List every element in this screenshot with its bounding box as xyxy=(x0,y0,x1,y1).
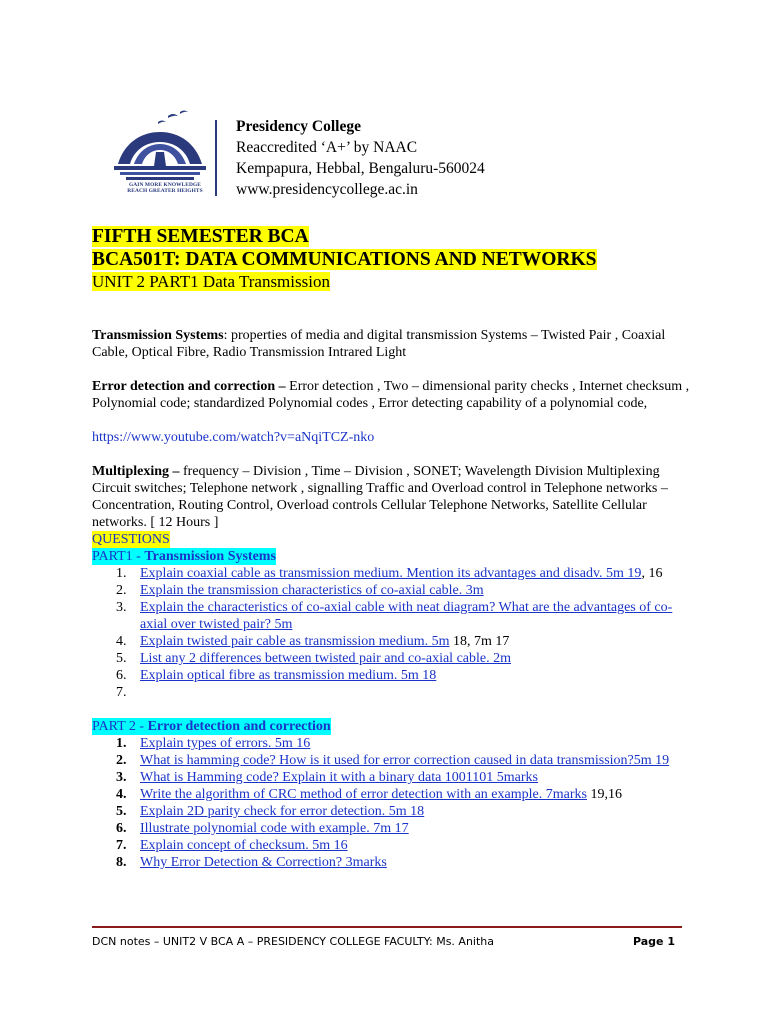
course-title: BCA501T: DATA COMMUNICATIONS AND NETWORKS xyxy=(92,249,597,270)
question-number: 7. xyxy=(116,685,127,700)
question-item xyxy=(92,565,692,582)
question-link[interactable]: Explain the transmission characteristics of co-axial cable. 3m xyxy=(140,583,484,598)
question-item xyxy=(92,633,692,650)
question-item xyxy=(92,837,692,854)
college-address: Kempapura, Hebbal, Bengaluru-560024 xyxy=(236,160,485,177)
question-number: 6. xyxy=(116,668,127,683)
question-link[interactable]: Why Error Detection & Correction? 3marks xyxy=(140,855,387,870)
question-item xyxy=(92,786,692,803)
multiplexing-text: frequency – Division , Time – Division , SONET; Wavelength Division Multiplexing Circuit switches; Telephone network , signalling Traffic and Overload control in Telephone networks – Concentration, Routing Control, Overload controls Cellular Telephone Networks, Satellite Cellular networks. [ 12 Hours ] xyxy=(92,464,668,530)
page-number: Page 1 xyxy=(632,935,675,948)
question-number: 2. xyxy=(116,583,127,598)
question-link[interactable]: Explain 2D parity check for error detection. 5m 18 xyxy=(140,804,425,819)
question-marks-extra: , 16 xyxy=(641,566,663,581)
question-number: 3. xyxy=(116,600,127,615)
college-website[interactable]: www.presidencycollege.ac.in xyxy=(236,181,418,198)
question-number: 1. xyxy=(116,736,127,751)
question-number: 5. xyxy=(116,651,127,666)
header-divider xyxy=(215,120,217,196)
logo-graphic xyxy=(110,108,210,182)
document-body xyxy=(92,327,692,871)
syllabus-transmission xyxy=(92,327,692,361)
part1-title: Transmission Systems xyxy=(144,549,276,564)
question-number: 6. xyxy=(116,821,127,836)
question-link[interactable]: List any 2 differences between twisted pair and co-axial cable. 2m xyxy=(140,651,511,666)
question-number: 4. xyxy=(116,634,127,649)
part1-prefix: PART1 - xyxy=(92,549,145,564)
question-link[interactable]: Explain optical fibre as transmission medium. 5m 18 xyxy=(140,668,437,683)
question-number: 4. xyxy=(116,787,127,802)
question-number: 3. xyxy=(116,770,127,785)
question-item xyxy=(92,735,692,752)
question-item xyxy=(92,667,692,684)
question-link[interactable]: Explain concept of checksum. 5m 16 xyxy=(140,838,348,853)
college-name: Presidency College xyxy=(236,118,361,135)
question-number: 8. xyxy=(116,855,127,870)
multiplexing-label: Multiplexing – xyxy=(92,464,180,479)
question-link[interactable]: Write the algorithm of CRC method of error detection with an example. 7marks xyxy=(140,787,587,802)
question-item xyxy=(92,650,692,667)
questions-heading: QUESTIONS xyxy=(92,532,170,547)
college-accreditation: Reaccredited ‘A+’ by NAAC xyxy=(236,139,418,156)
question-link[interactable]: Explain the characteristics of co-axial cable with neat diagram? What are the advantages of co-axial over twisted pair? 5m xyxy=(140,600,673,632)
footer-text: DCN notes – UNIT2 V BCA A – PRESIDENCY COLLEGE FACULTY: Ms. Anitha xyxy=(92,935,495,948)
transmission-label: Transmission Systems xyxy=(92,328,224,343)
question-item xyxy=(92,803,692,820)
error-label: Error detection and correction – xyxy=(92,379,286,394)
part2-question-list xyxy=(92,735,692,871)
question-link[interactable]: Explain types of errors. 5m 16 xyxy=(140,736,311,751)
question-item xyxy=(92,769,692,786)
part2-title: Error detection and correction xyxy=(147,719,331,734)
question-link[interactable]: What is hamming code? How is it used for error correction caused in data transmission?5m 19 xyxy=(140,753,670,768)
question-link[interactable]: Explain coaxial cable as transmission medium. Mention its advantages and disadv. 5m 19 xyxy=(140,566,642,581)
error-text: Error detection , Two – dimensional parity checks , Internet checksum , Polynomial code; standardized Polynomial codes , Error detecting capability of a polynomial code, xyxy=(92,379,690,411)
question-marks-extra: 19,16 xyxy=(586,787,622,802)
question-link[interactable]: Illustrate polynomial code with example. 7m 17 xyxy=(140,821,409,836)
syllabus-multiplexing xyxy=(92,463,692,531)
logo-motto-line1: GAIN MORE KNOWLEDGE xyxy=(129,182,201,188)
question-item xyxy=(92,684,692,701)
syllabus-error xyxy=(92,378,692,412)
video-link[interactable]: https://www.youtube.com/watch?v=aNqiTCZ-nko xyxy=(92,430,375,445)
question-number: 7. xyxy=(116,838,127,853)
question-item xyxy=(92,752,692,769)
semester-title: FIFTH SEMESTER BCA xyxy=(92,226,309,247)
transmission-text: : properties of media and digital transmission Systems – Twisted Pair , Coaxial Cable, Optical Fibre, Radio Transmission Intrared Light xyxy=(92,328,666,360)
question-item xyxy=(92,820,692,837)
question-link[interactable]: Explain twisted pair cable as transmission medium. 5m xyxy=(140,634,450,649)
question-number: 2. xyxy=(116,753,127,768)
page-header xyxy=(110,108,670,198)
logo-motto-line2: REACH GREATER HEIGHTS xyxy=(127,188,203,194)
question-number: 1. xyxy=(116,566,127,581)
part2-prefix: PART 2 - xyxy=(92,719,148,734)
logo-motto xyxy=(116,182,214,194)
question-item xyxy=(92,854,692,871)
document-titles xyxy=(92,225,712,292)
question-item xyxy=(92,582,692,599)
part2-heading xyxy=(92,718,331,735)
question-marks-extra: 18, 7m 17 xyxy=(449,634,510,649)
part1-question-list xyxy=(92,565,692,701)
college-logo xyxy=(110,108,210,196)
question-item xyxy=(92,599,692,633)
question-number: 5. xyxy=(116,804,127,819)
question-link[interactable]: What is Hamming code? Explain it with a binary data 1001101 5marks xyxy=(140,770,538,785)
college-info xyxy=(236,116,485,200)
part1-heading xyxy=(92,548,276,565)
unit-title: UNIT 2 PART1 Data Transmission xyxy=(92,272,330,291)
footer-rule xyxy=(92,926,682,928)
